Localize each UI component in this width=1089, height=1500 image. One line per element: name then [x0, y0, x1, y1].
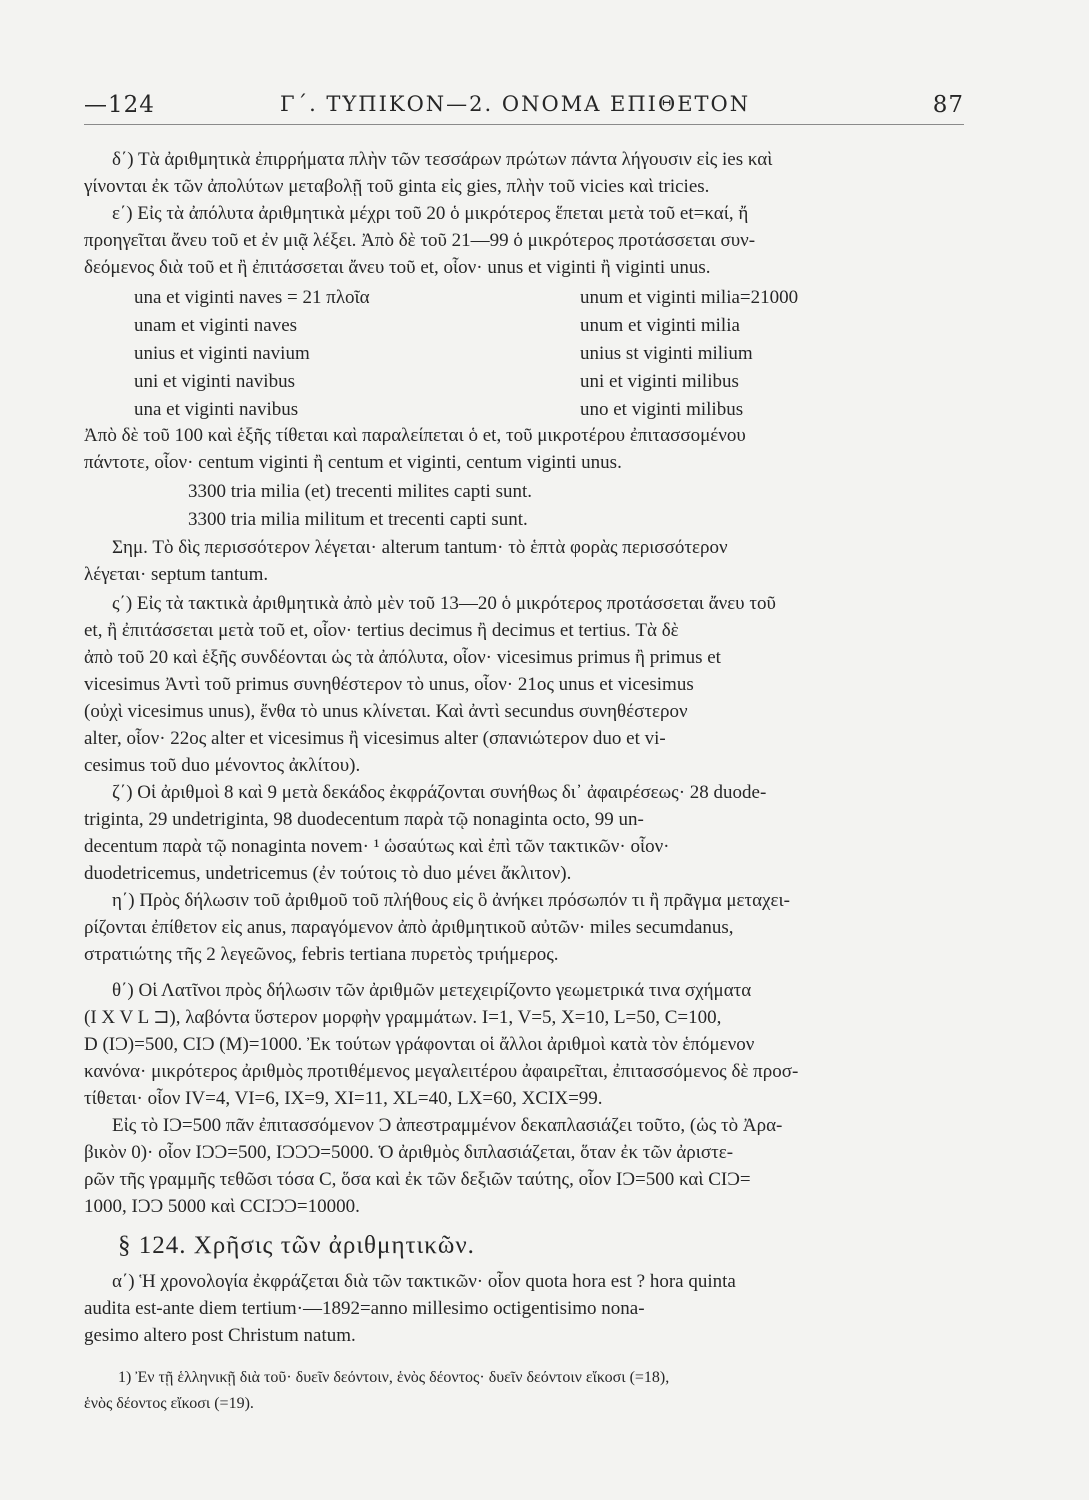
text-line: audita est-ante diem tertium·—1892=anno millesimo octigentisimo nona- — [84, 1298, 645, 1319]
table-left-row: una et viginti naves = 21 πλοῖα — [134, 287, 370, 308]
text-line: duodetricemus, undetricemus (ἐν τούτοις τὸ duo μένει ἄκλιτον). — [84, 863, 572, 884]
footnote-line: ἑνὸς δέοντος εἴκοσι (=19). — [84, 1395, 254, 1412]
text-line: βικὸν 0)· οἷον IƆƆ=500, IƆƆƆ=5000. Ὁ ἀριθμὸς διπλασιάζεται, ὅταν ἐκ τῶν ἀριστε- — [84, 1142, 734, 1163]
text-line: ρίζονται ἐπίθετον εἰς anus, παραγόμενον ἀπὸ ἀριθμητικοῦ αὐτῶν· miles secumdanus, — [84, 917, 734, 938]
header-title: Γ΄. ΤΥΠΙΚΟΝ—2. ΟΝΟΜΑ ΕΠΙΘΕΤΟΝ — [280, 92, 751, 116]
text-line: cesimus τοῦ duo μένοντος ἀκλίτου). — [84, 755, 361, 776]
table-right-row: uni et viginti milibus — [580, 371, 739, 392]
table-right-row: unum et viginti milia=21000 — [580, 287, 799, 308]
text-line: gesimo altero post Christum natum. — [84, 1325, 356, 1346]
header-rule — [84, 124, 964, 125]
text-line: Σημ. Τὸ δὶς περισσότερον λέγεται· alterum tantum· τὸ ἑπτὰ φορὰς περισσότερον — [112, 537, 728, 558]
table-right-row: uno et viginti milibus — [580, 399, 744, 420]
text-line: Ἀπὸ δὲ τοῦ 100 καὶ ἑξῆς τίθεται καὶ παραλείπεται ὁ et, τοῦ μικροτέρου ἐπιτασσομένου — [84, 425, 746, 446]
footnote-line: 1) Ἐν τῇ ἑλληνικῇ διὰ τοῦ· δυεῖν δεόντοιν, ἑνὸς δέοντος· δυεῖν δεόντοιν εἴκοσι (=18), — [118, 1369, 670, 1386]
text-line: θ΄) Οἱ Λατῖνοι πρὸς δήλωσιν τῶν ἀριθμῶν μετεχειρίζοντο γεωμετρικά τινα σχήματα — [112, 980, 752, 1001]
text-line: (οὐχὶ vicesimus unus), ἔνθα τὸ unus κλίνεται. Καὶ ἀντὶ secundus συνηθέστερον — [84, 701, 688, 722]
table-right-row: unius st viginti milium — [580, 343, 753, 364]
text-line: α΄) Ἡ χρονολογία ἐκφράζεται διὰ τῶν τακτικῶν· οἷον quota hora est ? hora quinta — [112, 1271, 736, 1292]
text-line: κανόνα· μικρότερος ἀριθμὸς προτιθέμενος μεγαλειτέρου ἀφαιρεῖται, ἐπιτασσόμενος δὲ προσ- — [84, 1061, 799, 1082]
text-line: γίνονται ἐκ τῶν ἀπολύτων μεταβολῇ τοῦ ginta εἰς gies, πλὴν τοῦ vicies καὶ tricies. — [84, 176, 710, 197]
table-right-row: unum et viginti milia — [580, 315, 740, 336]
text-line: δ΄) Τὰ ἀριθμητικὰ ἐπιρρήματα πλὴν τῶν τεσσάρων πρώτων πάντα λήγουσιν εἰς ies καὶ — [112, 149, 773, 170]
text-line: alter, οἷον· 22ος alter et vicesimus ἢ vicesimus alter (σπανιώτερον duo et vi- — [84, 728, 666, 749]
page-number: 87 — [932, 92, 964, 118]
text-line: η΄) Πρὸς δήλωσιν τοῦ ἀριθμοῦ τοῦ πλήθους εἰς ὃ ἀνήκει πρόσωπόν τι ἢ πρᾶγμα μεταχει- — [112, 890, 790, 911]
table-left-row: uni et viginti navibus — [134, 371, 295, 392]
text-line: πάντοτε, οἷον· centum viginti ἢ centum et viginti, centum viginti unus. — [84, 452, 622, 473]
table-left-row: una et viginti navibus — [134, 399, 299, 420]
table-left-row: unam et viginti naves — [134, 315, 298, 336]
text-line: δεόμενος διὰ τοῦ et ἢ ἐπιτάσσεται ἄνευ τοῦ et, οἷον· unus et viginti ἢ viginti unus. — [84, 257, 711, 278]
text-line: D (IƆ)=500, CIƆ (M)=1000. Ἐκ τούτων γράφονται οἱ ἄλλοι ἀριθμοὶ κατὰ τὸν ἑπόμενον — [84, 1034, 755, 1055]
text-line: ρῶν τῆς γραμμῆς τεθῶσι τόσα C, ὅσα καὶ ἐκ τῶν δεξιῶν ταύτης, οἷον IƆ=500 καὶ CIƆ= — [84, 1169, 751, 1190]
text-line: et, ἢ ἐπιτάσσεται μετὰ τοῦ et, οἷον· tertius decimus ἢ decimus et tertius. Τὰ δὲ — [84, 620, 679, 641]
text-line: προηγεῖται ἄνευ τοῦ et ἐν μιᾷ λέξει. Ἀπὸ δὲ τοῦ 21—99 ὁ μικρότερος προτάσσεται συν- — [84, 230, 756, 251]
text-line: triginta, 29 undetriginta, 98 duodecentum παρὰ τῷ nonaginta octo, 99 un- — [84, 809, 644, 830]
text-line: ς΄) Εἰς τὰ τακτικὰ ἀριθμητικὰ ἀπὸ μὲν τοῦ 13—20 ὁ μικρότερος προτάσσεται ἄνευ τοῦ — [112, 593, 776, 614]
text-line: ε΄) Εἰς τὰ ἀπόλυτα ἀριθμητικὰ μέχρι τοῦ 20 ὁ μικρότερος ἕπεται μετὰ τοῦ et=καί, ἤ — [112, 203, 749, 224]
running-header — [84, 92, 964, 132]
text-line: vicesimus Ἀντὶ τοῦ primus συνηθέστερον τὸ unus, οἷον· 21ος unus et vicesimus — [84, 674, 694, 695]
text-line: 3300 tria milia (et) trecenti milites capti sunt. — [188, 481, 533, 502]
table-left-row: unius et viginti navium — [134, 343, 310, 364]
text-line: 3300 tria milia militum et trecenti capti sunt. — [188, 509, 528, 530]
text-line: ζ΄) Οἱ ἀριθμοὶ 8 καὶ 9 μετὰ δεκάδος ἐκφράζονται συνήθως δι᾽ ἀφαιρέσεως· 28 duode- — [112, 782, 767, 803]
section-heading: § 124. Χρῆσις τῶν ἀριθμητικῶν. — [118, 1232, 475, 1259]
text-line: decentum παρὰ τῷ nonaginta novem· ¹ ὡσαύτως καὶ ἐπὶ τῶν τακτικῶν· οἷον· — [84, 836, 670, 857]
text-line: (I X V L ⊐), λαβόντα ὕστερον μορφὴν γραμμάτων. I=1, V=5, X=10, L=50, C=100, — [84, 1007, 722, 1028]
header-section-number: —124 — [84, 92, 155, 118]
text-line: λέγεται· septum tantum. — [84, 564, 269, 585]
text-line: τίθεται· οἷον IV=4, VI=6, IX=9, XI=11, XL=40, LX=60, XCIX=99. — [84, 1088, 603, 1109]
text-line: Εἰς τὸ IƆ=500 πᾶν ἐπιτασσόμενον Ɔ ἀπεστραμμένον δεκαπλασιάζει τοῦτο, (ὡς τὸ Ἀρα- — [112, 1115, 783, 1136]
text-line: 1000, IƆƆ 5000 καὶ CCIƆƆ=10000. — [84, 1196, 360, 1217]
text-line: στρατιώτης τῆς 2 λεγεῶνος, febris tertiana πυρετὸς τριήμερος. — [84, 944, 559, 965]
text-line: ἀπὸ τοῦ 20 καὶ ἑξῆς συνδέονται ὡς τὰ ἀπόλυτα, οἷον· vicesimus primus ἢ primus et — [84, 647, 721, 668]
